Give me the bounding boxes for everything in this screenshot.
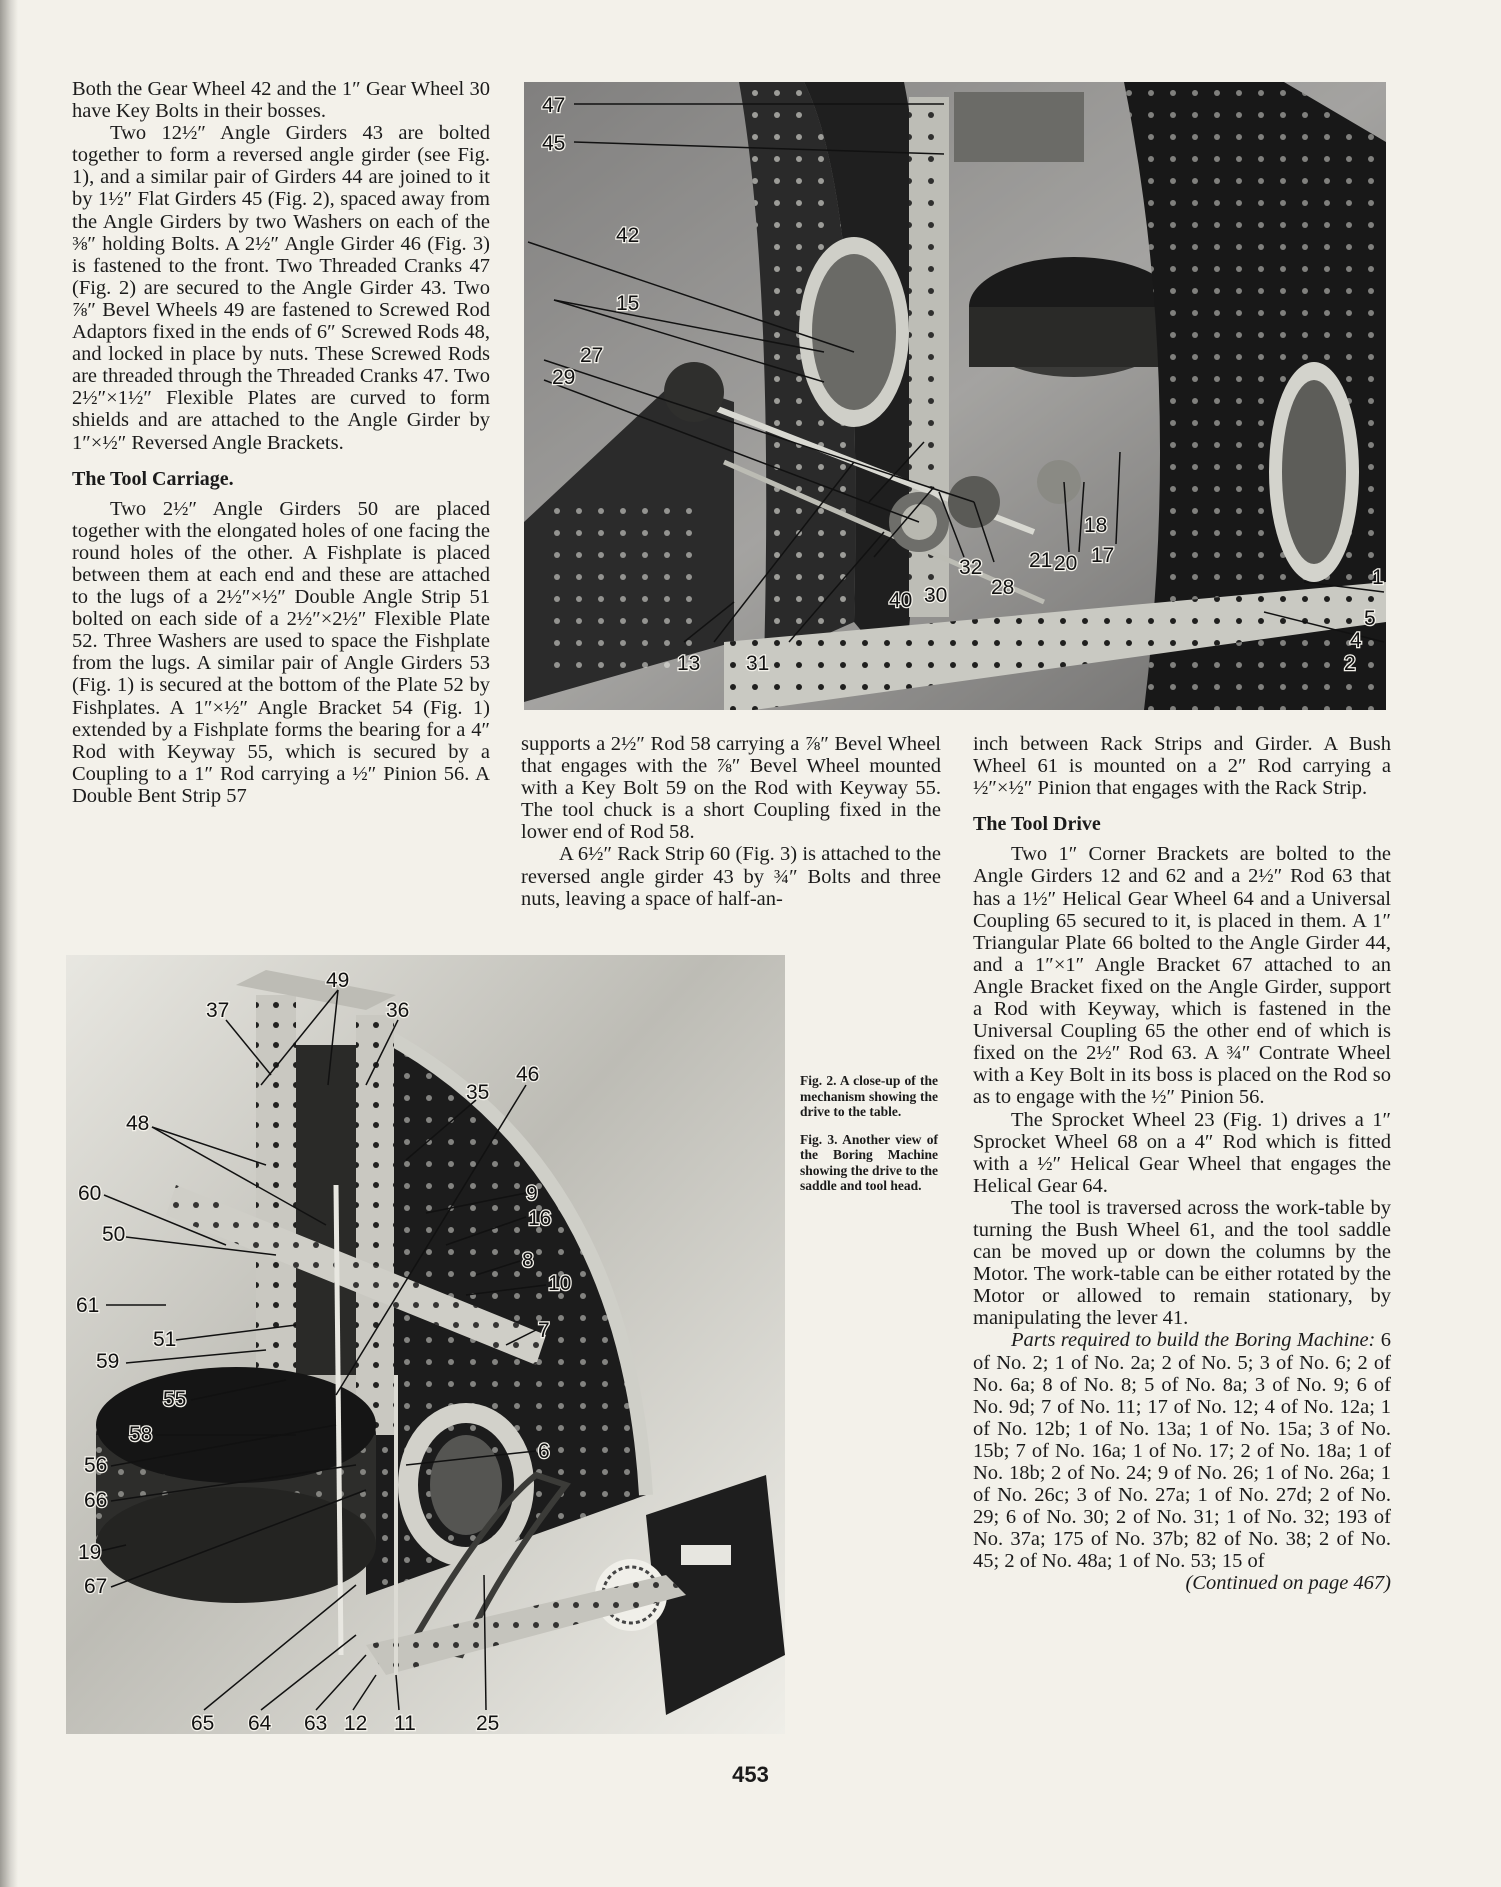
page-number: 453 <box>732 1762 769 1787</box>
figure-2-illustration <box>524 82 1386 710</box>
callout-label: 65 <box>191 1712 215 1734</box>
callout-label: 61 <box>76 1294 100 1317</box>
callout-label: 58 <box>129 1423 153 1446</box>
callout-label: 31 <box>746 652 770 675</box>
callout-label: 32 <box>959 556 983 579</box>
paragraph: supports a 2½″ Rod 58 carrying a ⅞″ Bevel Wheel that engages with the ⅞″ Bevel Wheel mounted with a Key Bolt 59 on the Rod with Keyway 55. The tool chuck is a short Coupling fixed in the lower end of Rod 58. <box>521 733 941 844</box>
callout-label: 20 <box>1054 552 1078 575</box>
page-edge-shadow <box>0 0 18 1887</box>
callout-label: 25 <box>476 1712 500 1734</box>
callout-label: 6 <box>538 1440 550 1463</box>
callout-label: 63 <box>304 1712 328 1734</box>
continued-note: (Continued on page 467) <box>1185 1572 1391 1595</box>
figure-3-illustration <box>66 955 785 1734</box>
paragraph: Two 2½″ Angle Girders 50 are placed together with the elongated holes of one facing the round holes of the other. A Fishplate is placed between them at each end and these are attached to the lugs of a 2½″×½″ Double Angle Strip 51 bolted on each side of a 2½″×2½″ Flexible Plate 52. Three Washers are used to space the Fishplate from the lugs. A similar pair of Angle Girders 53 (Fig. 1) is secured at the bottom of the Plate 52 by Fishplates. A 1″×½″ Angle Bracket 54 (Fig. 1) extended by a Fishplate forms the bearing for a 4″ Rod with Keyway 55, which is secured by a Coupling to a 1″ Rod carrying a ½″ Pinion 56. A Double Bent Strip 57 <box>72 497 490 807</box>
figure-captions <box>800 1073 938 1206</box>
paragraph: A 6½″ Rack Strip 60 (Fig. 3) is attached to the reversed angle girder 43 by ¾″ Bolts and three nuts, leaving a space of half-an- <box>521 843 941 910</box>
callout-label: 51 <box>153 1328 177 1351</box>
callout-label: 64 <box>248 1712 272 1734</box>
callout-label: 55 <box>163 1388 187 1411</box>
text-column-3 <box>973 733 1391 1595</box>
paragraph: Two 1″ Corner Brackets are bolted to the Angle Girders 12 and 62 and a 2½″ Rod 63 that has a 1½″ Helical Gear Wheel 64 and a Universal Coupling 65 secured to it, is placed in them. A 1″ Triangular Plate 66 bolted to the Angle Girder 44, and a 1″×1″ Angle Bracket 67 attached to an Angle Bracket fixed on the Angle Girder, support a Rod with Keyway, which is fastened in the Universal Coupling 65 the other end of which is fixed on the 2½″ Rod 63. A ¾″ Contrate Wheel with a Key Bolt in its boss is placed on the Rod so as to engage with the ½″ Pinion 56. <box>973 843 1391 1109</box>
paragraph: The Sprocket Wheel 23 (Fig. 1) drives a 1″ Sprocket Wheel 68 on a 4″ Rod which is fitted with a ½″ Helical Gear Wheel that engages the Helical Gear 64. <box>973 1108 1391 1197</box>
callout-label: 12 <box>344 1712 368 1734</box>
callout-label: 49 <box>326 969 350 992</box>
callout-label: 9 <box>526 1182 538 1205</box>
callout-label: 36 <box>386 999 410 1022</box>
section-heading-tool-drive: The Tool Drive <box>973 813 1101 836</box>
callout-label: 17 <box>1091 544 1115 567</box>
callout-label: 37 <box>206 999 230 1022</box>
callout-label: 15 <box>616 292 640 315</box>
callout-label: 56 <box>84 1454 108 1477</box>
section-heading-tool-carriage: The Tool Carriage. <box>72 467 234 490</box>
callout-label: 42 <box>616 224 640 247</box>
callout-label: 19 <box>78 1541 102 1564</box>
callout-label: 13 <box>677 652 701 675</box>
figure-3-photo <box>66 955 785 1734</box>
callout-label: 48 <box>126 1112 150 1135</box>
text-column-2 <box>521 733 941 910</box>
callout-label: 29 <box>552 366 576 389</box>
callout-label: 40 <box>889 589 913 612</box>
paragraph: inch between Rack Strips and Girder. A Bush Wheel 61 is mounted on a 2″ Rod carrying a ½″×½″ Pinion that engages with the Rack Strip. <box>973 733 1391 800</box>
callout-label: 10 <box>548 1272 572 1295</box>
callout-label: 35 <box>466 1081 490 1104</box>
parts-items: 6 of No. 2; 1 of No. 2a; 2 of No. 5; 3 of No. 6; 2 of No. 6a; 8 of No. 8; 5 of No. 8a; 3 of No. 9; 6 of No. 9d; 7 of No. 11; 17 of No. 12; 4 of No. 12a; 1 of No. 12b; 1 of No. 13a; 1 of No. 15a; 3 of No. 15b; 7 of No. 16a; 1 of No. 17; 2 of No. 18a; 1 of No. 18b; 2 of No. 24; 9 of No. 26; 1 of No. 26a; 1 of No. 26c; 3 of No. 27a; 1 of No. 27d; 2 of No. 29; 6 of No. 30; 2 of No. 31; 1 of No. 32; 193 of No. 37a; 175 of No. 37b; 82 of No. 38; 2 of No. 45; 2 of No. 48a; 1 of No. 53; 15 of <box>973 1329 1391 1573</box>
parts-lead: Parts required to build the Boring Machine: <box>1011 1329 1376 1352</box>
callout-label: 67 <box>84 1575 108 1598</box>
callout-label: 45 <box>542 132 566 155</box>
callout-label: 2 <box>1344 652 1356 675</box>
caption-fig-2: Fig. 2. A close-up of the mechanism showing the drive to the table. <box>800 1073 938 1119</box>
callout-label: 46 <box>516 1063 540 1086</box>
text-column-1 <box>72 78 490 807</box>
callout-label: 18 <box>1084 514 1108 537</box>
callout-label: 7 <box>538 1319 550 1342</box>
callout-label: 5 <box>1364 607 1376 630</box>
paragraph: Both the Gear Wheel 42 and the 1″ Gear Wheel 30 have Key Bolts in their bosses. <box>72 78 490 123</box>
callout-label: 50 <box>102 1223 126 1246</box>
callout-label: 60 <box>78 1182 102 1205</box>
callout-label: 11 <box>394 1712 416 1734</box>
callout-label: 1 <box>1372 566 1384 589</box>
callout-label: 66 <box>84 1489 108 1512</box>
callout-label: 27 <box>580 344 604 367</box>
parts-list <box>973 1329 1391 1572</box>
callout-label: 28 <box>991 576 1015 599</box>
callout-label: 21 <box>1029 549 1053 572</box>
callout-label: 4 <box>1350 629 1362 652</box>
figure-2-photo <box>524 82 1386 710</box>
callout-label: 59 <box>96 1350 120 1373</box>
callout-label: 30 <box>924 584 948 607</box>
paragraph: Two 12½″ Angle Girders 43 are bolted together to form a reversed angle girder (see Fig. 1), and a similar pair of Girders 44 are joined to it by 1½″ Flat Girders 45 (Fig. 2), spaced away from the Angle Girders by two Washers on each of the ⅜″ holding Bolts. A 2½″ Angle Girder 46 (Fig. 3) is fastened to the front. Two Threaded Cranks 47 (Fig. 2) are secured to the Angle Girder 43. Two ⅞″ Bevel Wheels 49 are fastened to Screwed Rod Adaptors fixed in the ends of 6″ Screwed Rods 48, and locked in place by nuts. These Screwed Rods are threaded through the Threaded Cranks 47. Two 2½″×1½″ Flexible Plates are curved to form shields and are attached to the Angle Girder by 1″×½″ Reversed Angle Brackets. <box>72 122 490 454</box>
callout-label: 47 <box>542 94 566 117</box>
callout-label: 16 <box>528 1207 552 1230</box>
caption-fig-3: Fig. 3. Another view of the Boring Machine showing the drive to the saddle and tool head. <box>800 1131 938 1193</box>
paragraph: The tool is traversed across the work-table by turning the Bush Wheel 61, and the tool saddle can be moved up or down the columns by the Motor. The work-table can be either rotated by the Motor or allowed to remain stationary, by manipulating the lever 41. <box>973 1196 1391 1330</box>
callout-label: 8 <box>522 1249 534 1272</box>
